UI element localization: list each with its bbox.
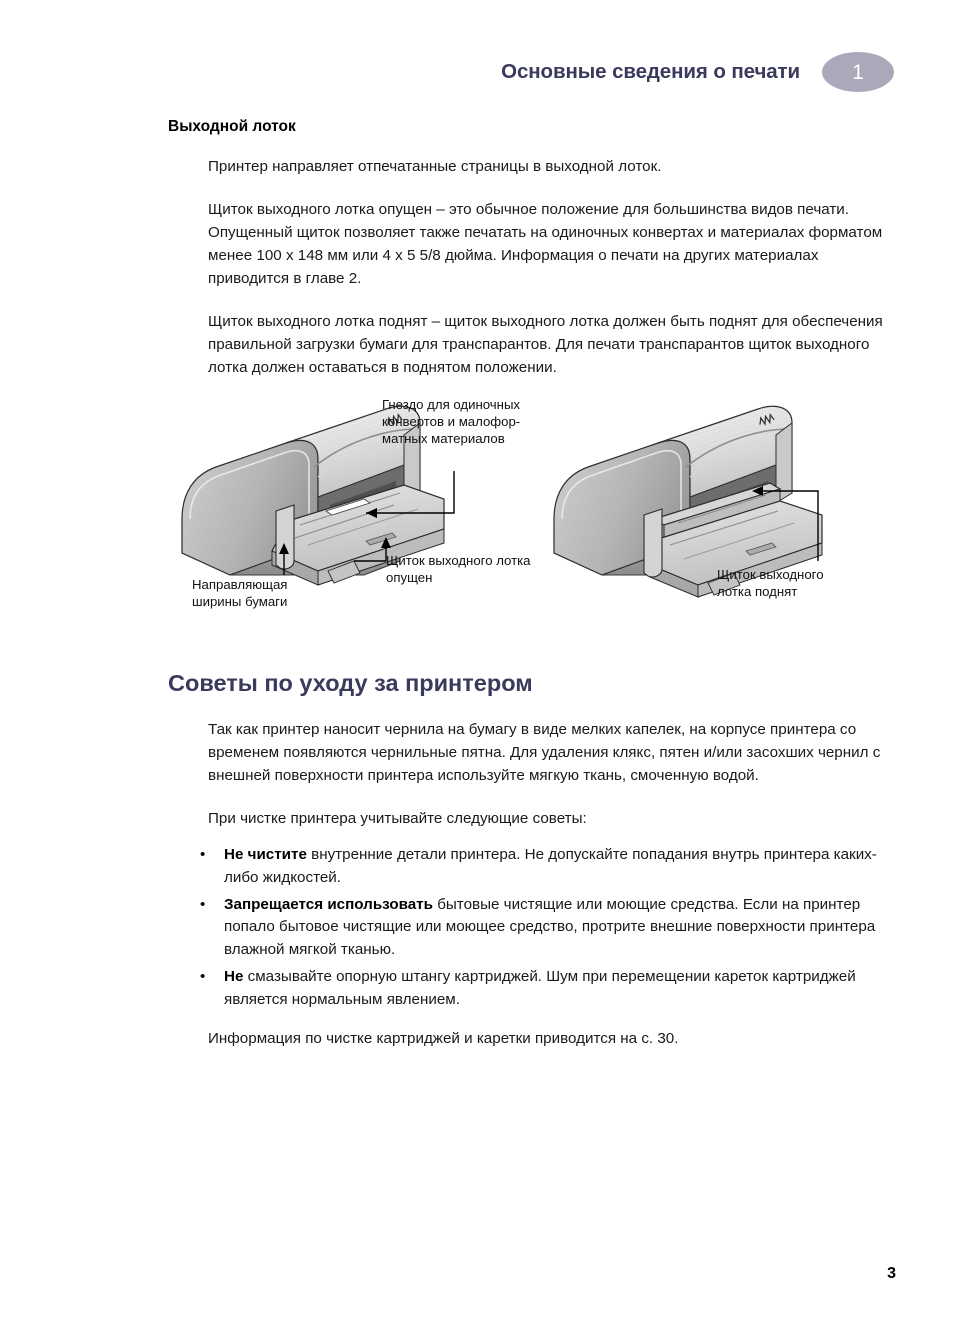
intro-block: [208, 155, 884, 380]
callout-paper-guide-line-2: ширины бумаги: [192, 594, 288, 610]
tip-lead: Не: [224, 967, 244, 985]
bullet-icon: •: [200, 845, 206, 863]
callout-envelope-line-3: матных материалов: [382, 431, 505, 447]
section-closing-paragraph: Информация по чистке картриджей и каретки приводится на с. 30.: [208, 1030, 679, 1048]
bullet-icon: •: [200, 895, 206, 913]
paragraph-3: Щиток выходного лотка поднят – щиток выходного лотка должен быть поднят для обеспечения правильной загрузки бумаги для транспарантов. Для печати транспарантов щиток выходного лотка должен оставаться в поднятом положении.: [208, 313, 883, 377]
callout-text-envelope-slot: [382, 397, 520, 446]
section-heading-printer-care: Советы по уходу за принтером: [168, 670, 533, 697]
printer-illustration-figure: [168, 393, 884, 643]
tip-lead: Не чистите: [224, 845, 307, 863]
section-intro-paragraph: Так как принтер наносит чернила на бумагу в виде мелких капелек, на корпусе принтера со временем появляются чернильные пятна. Для удаления клякс, пятен и/или засохших чернил с внешней поверхности принтера используйте мягкую ткань, смоченную водой.: [208, 720, 881, 784]
callout-tray-up-line-1: Щиток выходного: [717, 567, 824, 583]
callout-text-paper-guide: [192, 577, 287, 609]
tip-rest: смазывайте опорную штангу картриджей. Шум при перемещении кареток картриджей является нормальным явлением.: [224, 967, 856, 1008]
page-header: [0, 48, 954, 96]
chapter-number: 1: [852, 60, 864, 84]
callout-text-tray-down: [386, 553, 531, 585]
page-number: 3: [887, 1265, 896, 1282]
section-lead-in: При чистке принтера учитывайте следующие советы:: [208, 809, 587, 827]
subheading-output-tray: Выходной лоток: [168, 118, 296, 135]
list-item: [198, 894, 884, 962]
paragraph-2: Щиток выходного лотка опущен – это обычное положение для большинства видов печати. Опущенный щиток позволяет также печатать на одиночных конвертах и материалах форматом менее 100 x 148 мм или 4 x 5 5/8 дюйма. Информация о печати на других материалах приводится в главе 2.: [208, 200, 883, 287]
list-item: [198, 966, 884, 1012]
chapter-badge: [822, 52, 894, 92]
callout-tray-down-line-1: Щиток выходного лотка: [386, 553, 531, 569]
list-item: [198, 844, 884, 890]
tip-lead: Запрещается использовать: [224, 895, 433, 913]
tip-rest: бытовые чистящие или моющие средства. Если на принтер попало бытовое чистящие или моющее средство, протрите внешние поверхности принтера влажной мягкой тканью.: [224, 895, 876, 959]
tip-rest: внутренние детали принтера. Не допускайте попадания внутрь принтера каких-либо жидкостей.: [224, 845, 877, 886]
callout-tray-down-line-2: опущен: [386, 570, 433, 586]
callout-tray-up-line-2: лотка поднят: [717, 584, 798, 600]
paragraph-1: Принтер направляет отпечатанные страницы в выходной лоток.: [208, 157, 662, 175]
section-body: [208, 718, 884, 830]
callout-envelope-line-1: Гнездо для одиночных: [382, 397, 521, 413]
section-closing-block: [208, 1027, 884, 1050]
callout-paper-guide-line-1: Направляющая: [192, 577, 288, 593]
tips-list: [168, 844, 884, 1012]
callout-envelope-line-2: конвертов и малофор-: [382, 414, 521, 430]
content-column: [168, 118, 884, 1071]
page-title: Основные сведения о печати: [501, 60, 800, 83]
bullet-icon: •: [200, 967, 206, 985]
